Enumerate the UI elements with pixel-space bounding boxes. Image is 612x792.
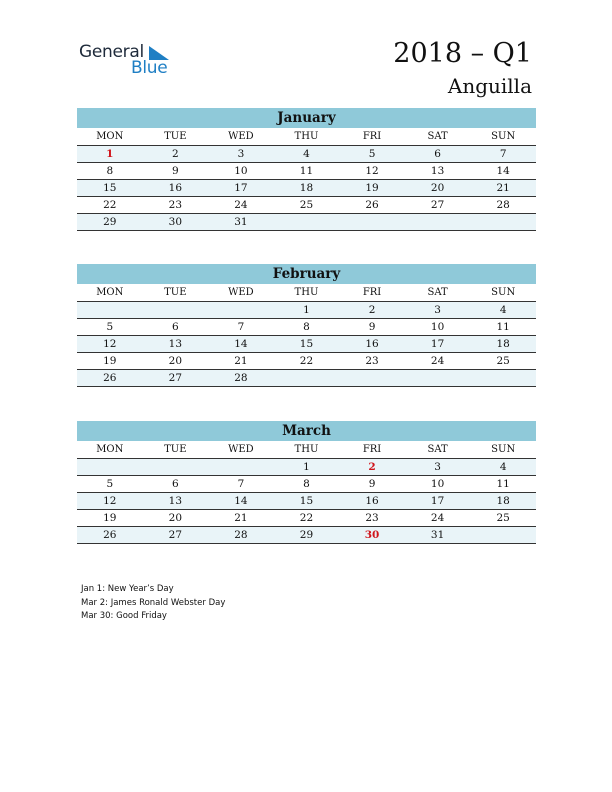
day-cell: 23 (143, 197, 209, 214)
day-cell: 22 (77, 197, 143, 214)
day-cell: 24 (208, 197, 274, 214)
week-row (77, 370, 536, 387)
day-cell: 22 (274, 510, 340, 527)
day-cell: 28 (470, 197, 536, 214)
weekday-header: MON (77, 128, 143, 146)
day-cell: 27 (405, 197, 471, 214)
day-cell: 14 (208, 336, 274, 353)
weekday-header: MON (77, 441, 143, 459)
day-cell: 26 (339, 197, 405, 214)
day-cell: 8 (274, 319, 340, 336)
day-cell: 15 (274, 336, 340, 353)
month-grid (77, 284, 536, 387)
day-cell: 8 (77, 163, 143, 180)
day-cell: 30 (339, 527, 405, 544)
logo-blue-text: Blue (131, 58, 168, 78)
holiday-note: Jan 1: New Year’s Day (81, 584, 174, 594)
weekday-header: FRI (339, 441, 405, 459)
day-cell: 10 (405, 319, 471, 336)
day-cell: 23 (339, 353, 405, 370)
holiday-note: Mar 2: James Ronald Webster Day (81, 597, 226, 608)
day-cell: 6 (143, 476, 209, 493)
day-cell (405, 214, 471, 231)
day-cell: 12 (339, 163, 405, 180)
day-cell: 26 (77, 527, 143, 544)
day-cell (405, 370, 471, 387)
day-cell: 24 (405, 510, 471, 527)
day-cell: 13 (143, 493, 209, 510)
day-cell (470, 370, 536, 387)
day-cell: 28 (208, 370, 274, 387)
day-cell: 10 (405, 476, 471, 493)
weekday-header: FRI (339, 128, 405, 146)
weekday-header: THU (274, 441, 340, 459)
holiday-notes (81, 583, 225, 624)
weekday-header: TUE (143, 441, 209, 459)
day-cell: 21 (208, 353, 274, 370)
day-cell: 25 (274, 197, 340, 214)
day-cell: 14 (208, 493, 274, 510)
day-cell: 20 (405, 180, 471, 197)
day-cell: 9 (143, 163, 209, 180)
day-cell: 30 (143, 214, 209, 231)
day-cell: 20 (143, 510, 209, 527)
month-calendar-2 (77, 421, 536, 544)
day-cell (143, 302, 209, 319)
month-name: February (77, 264, 536, 284)
day-cell: 23 (339, 510, 405, 527)
day-cell: 17 (208, 180, 274, 197)
weekday-header: SUN (470, 128, 536, 146)
day-cell: 1 (274, 302, 340, 319)
day-cell (470, 214, 536, 231)
month-name: March (77, 421, 536, 441)
week-row (77, 336, 536, 353)
day-cell: 11 (470, 476, 536, 493)
day-cell: 17 (405, 493, 471, 510)
weekday-header: SAT (405, 284, 471, 302)
day-cell: 7 (208, 476, 274, 493)
day-cell: 22 (274, 353, 340, 370)
day-cell: 2 (339, 302, 405, 319)
month-name: January (77, 108, 536, 128)
day-cell: 31 (208, 214, 274, 231)
day-cell: 25 (470, 353, 536, 370)
day-cell: 2 (339, 459, 405, 476)
weekday-header: WED (208, 441, 274, 459)
day-cell: 29 (274, 527, 340, 544)
week-row (77, 353, 536, 370)
day-cell: 5 (77, 476, 143, 493)
day-cell: 27 (143, 370, 209, 387)
week-row (77, 476, 536, 493)
day-cell: 1 (274, 459, 340, 476)
day-cell: 21 (470, 180, 536, 197)
month-grid (77, 441, 536, 544)
weekday-header: WED (208, 284, 274, 302)
day-cell: 19 (77, 510, 143, 527)
month-calendar-0 (77, 108, 536, 231)
weekday-header: SUN (470, 441, 536, 459)
day-cell: 20 (143, 353, 209, 370)
day-cell: 25 (470, 510, 536, 527)
day-cell: 12 (77, 336, 143, 353)
day-cell: 18 (470, 493, 536, 510)
day-cell: 26 (77, 370, 143, 387)
day-cell: 6 (143, 319, 209, 336)
day-cell: 7 (470, 146, 536, 163)
weekday-header: WED (208, 128, 274, 146)
page-subtitle: Anguilla (447, 74, 532, 98)
day-cell: 9 (339, 476, 405, 493)
day-cell: 7 (208, 319, 274, 336)
day-cell: 24 (405, 353, 471, 370)
week-row (77, 319, 536, 336)
week-row (77, 197, 536, 214)
weekday-header: TUE (143, 128, 209, 146)
day-cell: 3 (405, 302, 471, 319)
day-cell: 4 (274, 146, 340, 163)
day-cell: 4 (470, 302, 536, 319)
day-cell: 16 (143, 180, 209, 197)
weekday-header: THU (274, 128, 340, 146)
day-cell: 28 (208, 527, 274, 544)
day-cell (77, 302, 143, 319)
day-cell: 1 (77, 146, 143, 163)
week-row (77, 214, 536, 231)
day-cell (470, 527, 536, 544)
day-cell: 3 (208, 146, 274, 163)
day-cell: 31 (405, 527, 471, 544)
generalblue-logo (79, 42, 179, 82)
day-cell: 2 (143, 146, 209, 163)
day-cell (339, 214, 405, 231)
day-cell: 15 (274, 493, 340, 510)
day-cell (208, 459, 274, 476)
day-cell (208, 302, 274, 319)
day-cell: 18 (274, 180, 340, 197)
week-row (77, 302, 536, 319)
weekday-header: SUN (470, 284, 536, 302)
holiday-note: Mar 30: Good Friday (81, 611, 167, 621)
weekday-header: SAT (405, 128, 471, 146)
page-title: 2018 – Q1 (393, 38, 532, 69)
day-cell: 14 (470, 163, 536, 180)
week-row (77, 459, 536, 476)
week-row (77, 527, 536, 544)
weekday-header: THU (274, 284, 340, 302)
day-cell: 3 (405, 459, 471, 476)
day-cell: 5 (339, 146, 405, 163)
day-cell: 16 (339, 336, 405, 353)
month-calendar-1 (77, 264, 536, 387)
day-cell: 16 (339, 493, 405, 510)
day-cell (77, 459, 143, 476)
day-cell: 18 (470, 336, 536, 353)
logo-general-text: General (79, 42, 144, 62)
week-row (77, 146, 536, 163)
day-cell (274, 370, 340, 387)
week-row (77, 493, 536, 510)
weekday-header: TUE (143, 284, 209, 302)
day-cell: 8 (274, 476, 340, 493)
day-cell: 11 (470, 319, 536, 336)
day-cell: 19 (77, 353, 143, 370)
day-cell: 17 (405, 336, 471, 353)
weekday-header: FRI (339, 284, 405, 302)
day-cell: 29 (77, 214, 143, 231)
day-cell: 13 (405, 163, 471, 180)
day-cell: 6 (405, 146, 471, 163)
week-row (77, 163, 536, 180)
month-grid (77, 128, 536, 231)
day-cell (143, 459, 209, 476)
week-row (77, 510, 536, 527)
day-cell: 13 (143, 336, 209, 353)
day-cell: 21 (208, 510, 274, 527)
weekday-header: SAT (405, 441, 471, 459)
day-cell: 19 (339, 180, 405, 197)
day-cell: 11 (274, 163, 340, 180)
day-cell: 12 (77, 493, 143, 510)
day-cell: 27 (143, 527, 209, 544)
day-cell: 10 (208, 163, 274, 180)
week-row (77, 180, 536, 197)
day-cell: 5 (77, 319, 143, 336)
weekday-header: MON (77, 284, 143, 302)
day-cell: 4 (470, 459, 536, 476)
day-cell (274, 214, 340, 231)
day-cell: 15 (77, 180, 143, 197)
day-cell (339, 370, 405, 387)
day-cell: 9 (339, 319, 405, 336)
